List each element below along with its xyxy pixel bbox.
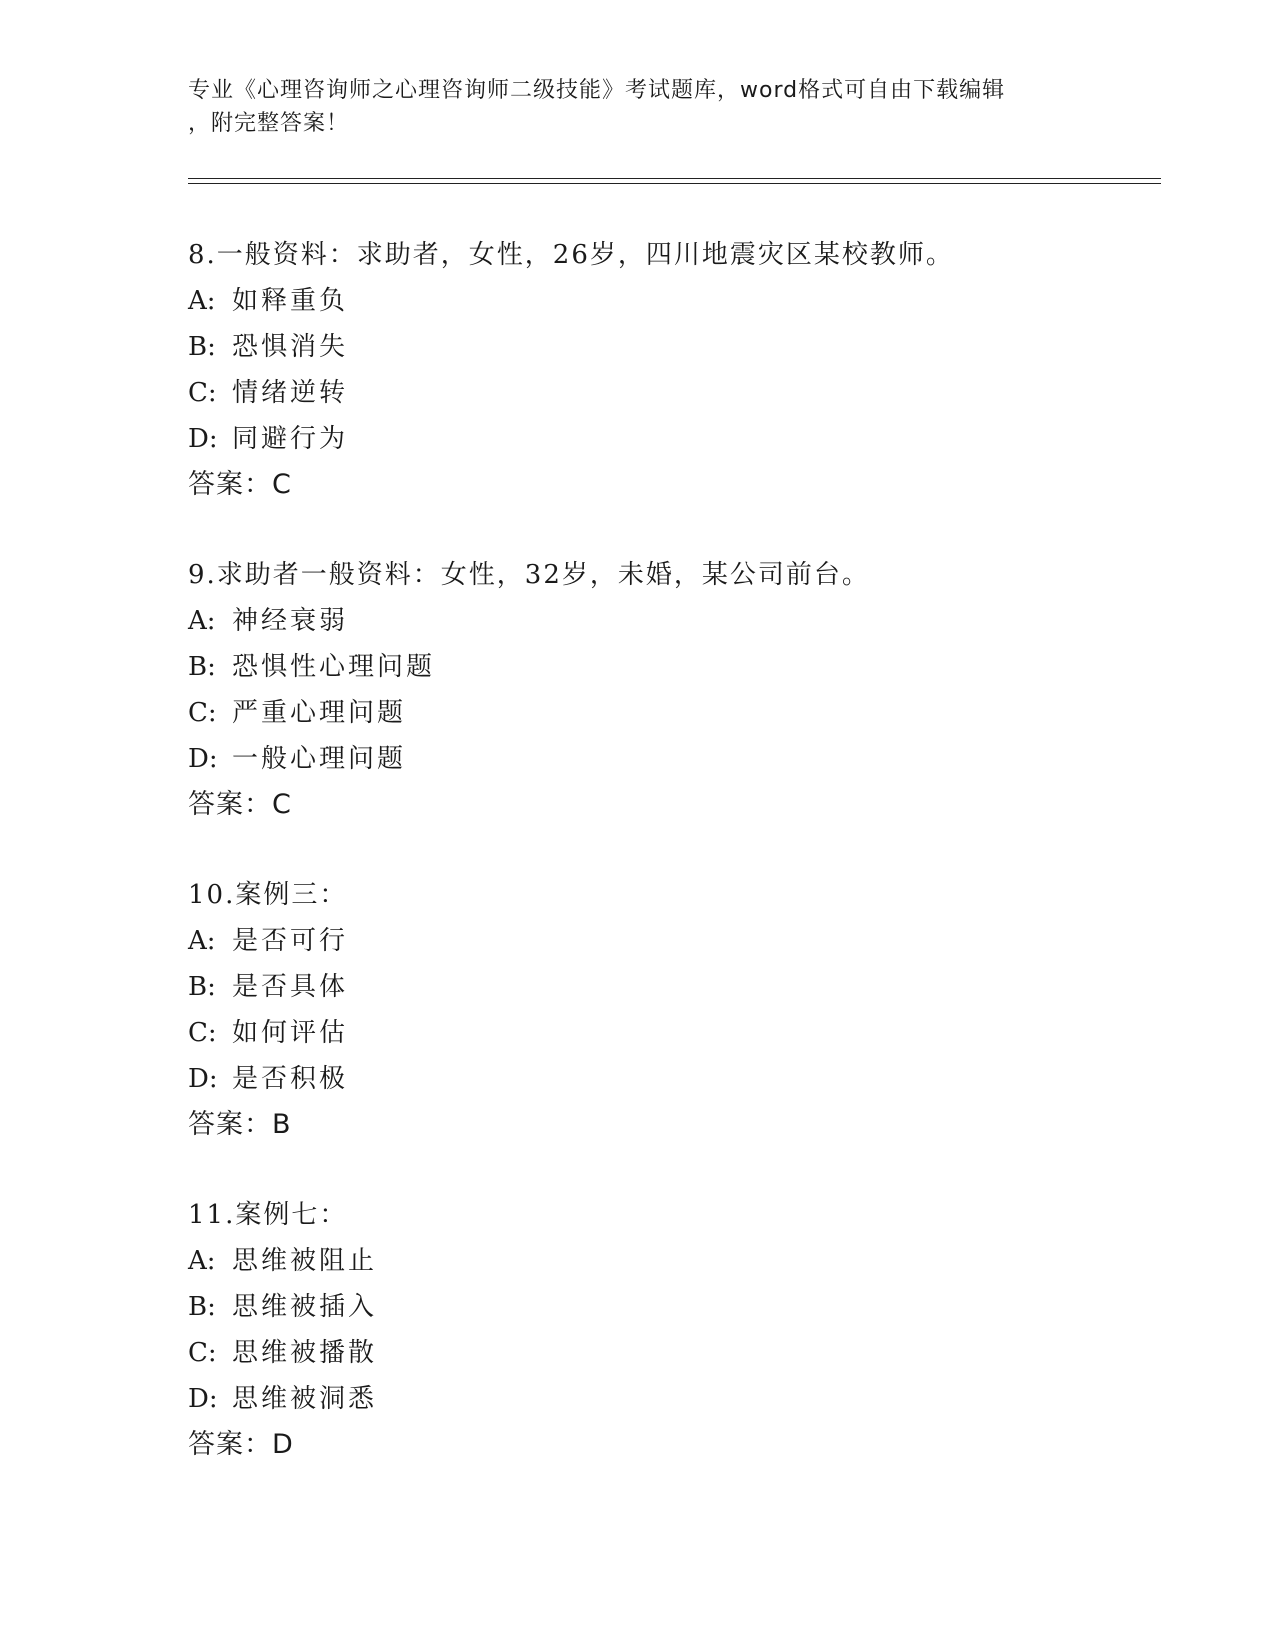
- option-a: [188, 1238, 1148, 1284]
- option-text: 思维被插入: [232, 1292, 378, 1322]
- option-letter: A:: [188, 926, 216, 956]
- header-line-2: ，附完整答案！: [188, 111, 350, 136]
- option-b: [188, 324, 1148, 370]
- option-letter: C:: [188, 1018, 217, 1048]
- option-c: [188, 1330, 1148, 1376]
- option-text: 一般心理问题: [232, 744, 407, 774]
- option-b: [188, 964, 1148, 1010]
- option-letter: A:: [188, 606, 216, 636]
- option-a: [188, 598, 1148, 644]
- option-text: 神经衰弱: [232, 606, 349, 636]
- answer-line: 答案：D: [188, 1429, 294, 1460]
- answer-line: 答案：C: [188, 469, 292, 500]
- option-text: 同避行为: [232, 424, 349, 454]
- option-text: 恐惧性心理问题: [232, 652, 436, 682]
- question-9: [188, 552, 1148, 872]
- option-letter: C:: [188, 1338, 217, 1368]
- question-stem: 11.案例七：: [188, 1200, 348, 1230]
- option-letter: C:: [188, 378, 217, 408]
- answer-line: 答案：B: [188, 1109, 292, 1140]
- option-letter: D:: [188, 744, 218, 774]
- question-11: [188, 1192, 1148, 1512]
- option-letter: B:: [188, 332, 216, 362]
- question-list: [188, 232, 1148, 1512]
- option-letter: C:: [188, 698, 217, 728]
- question-stem: 8.一般资料：求助者，女性，26岁，四川地震灾区某校教师。: [188, 240, 954, 270]
- option-d: [188, 1056, 1148, 1102]
- option-b: [188, 1284, 1148, 1330]
- option-a: [188, 918, 1148, 964]
- option-letter: D:: [188, 1384, 218, 1414]
- question-stem: 10.案例三：: [188, 880, 348, 910]
- option-text: 是否可行: [232, 926, 349, 956]
- document-header: [188, 74, 1068, 140]
- option-letter: B:: [188, 652, 216, 682]
- option-letter: B:: [188, 972, 216, 1002]
- option-text: 思维被阻止: [232, 1246, 378, 1276]
- option-text: 如何评估: [232, 1018, 349, 1048]
- option-text: 是否具体: [232, 972, 349, 1002]
- option-text: 思维被洞悉: [232, 1384, 378, 1414]
- option-d: [188, 416, 1148, 462]
- answer-line: 答案：C: [188, 789, 292, 820]
- option-text: 如释重负: [232, 286, 349, 316]
- header-divider-bottom: [188, 183, 1161, 184]
- option-d: [188, 736, 1148, 782]
- option-letter: A:: [188, 1246, 216, 1276]
- option-text: 情绪逆转: [232, 378, 349, 408]
- option-d: [188, 1376, 1148, 1422]
- option-b: [188, 644, 1148, 690]
- option-letter: A:: [188, 286, 216, 316]
- option-letter: D:: [188, 1064, 218, 1094]
- option-c: [188, 690, 1148, 736]
- question-stem: 9.求助者一般资料：女性，32岁，未婚，某公司前台。: [188, 560, 870, 590]
- option-c: [188, 1010, 1148, 1056]
- option-text: 思维被播散: [232, 1338, 378, 1368]
- header-line-1: 专业《心理咨询师之心理咨询师二级技能》考试题库，word格式可自由下载编辑: [188, 78, 1006, 103]
- option-text: 恐惧消失: [232, 332, 349, 362]
- option-letter: D:: [188, 424, 218, 454]
- header-divider-top: [188, 178, 1161, 179]
- option-text: 严重心理问题: [232, 698, 407, 728]
- question-8: [188, 232, 1148, 552]
- option-a: [188, 278, 1148, 324]
- question-10: [188, 872, 1148, 1192]
- option-letter: B:: [188, 1292, 216, 1322]
- option-text: 是否积极: [232, 1064, 349, 1094]
- option-c: [188, 370, 1148, 416]
